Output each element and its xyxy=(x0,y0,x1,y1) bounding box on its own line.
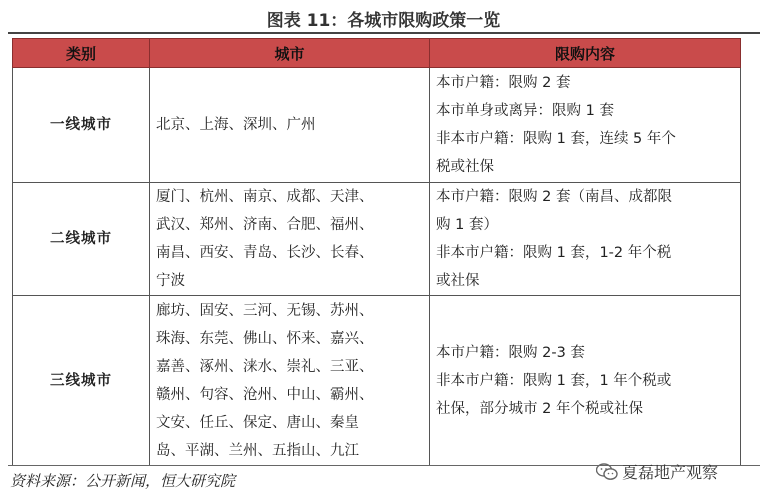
city-line: 岛、平湖、兰州、五指山、九江 xyxy=(156,442,359,459)
header-limit: 限购内容 xyxy=(430,39,741,68)
city-line: 武汉、郑州、济南、合肥、福州、 xyxy=(156,217,374,233)
city-line: 廊坊、固安、三河、无锡、苏州、 xyxy=(156,302,374,319)
header-city: 城市 xyxy=(150,39,430,68)
policy-table xyxy=(12,38,741,466)
city-line: 珠海、东莞、佛山、怀来、嘉兴、 xyxy=(156,330,374,347)
row-category: 一线城市 xyxy=(13,68,150,183)
limit-line: 本市户籍：限购 2 套（南昌、成都限 xyxy=(436,189,672,205)
row-limits xyxy=(430,183,741,296)
city-line: 赣州、句容、沧州、中山、霸州、 xyxy=(156,386,374,403)
limit-line: 非本市户籍：限购 1 套，连续 5 年个 xyxy=(436,131,676,147)
limit-line: 非本市户籍：限购 1 套，1-2 年个税 xyxy=(436,245,672,261)
limit-line: 税或社保 xyxy=(436,159,494,175)
limit-line: 社保，部分城市 2 年个税或社保 xyxy=(436,400,643,417)
city-line: 北京、上海、深圳、广州 xyxy=(156,117,316,133)
city-line: 嘉善、涿州、涞水、崇礼、三亚、 xyxy=(156,358,374,375)
table-header-row xyxy=(13,39,741,68)
watermark-text: 夏磊地产观察 xyxy=(622,463,719,482)
limit-line: 本市户籍：限购 2 套 xyxy=(436,75,571,91)
city-line: 厦门、杭州、南京、成都、天津、 xyxy=(156,189,374,205)
row-limits xyxy=(430,296,741,466)
row-cities xyxy=(150,68,430,183)
limit-line: 本市单身或离异：限购 1 套 xyxy=(436,103,614,119)
table-row xyxy=(13,183,741,296)
table-row xyxy=(13,296,741,466)
limit-line: 购 1 套） xyxy=(436,217,498,233)
city-line: 文安、任丘、保定、唐山、秦皇 xyxy=(156,414,359,431)
limit-line: 或社保 xyxy=(436,273,480,289)
row-cities xyxy=(150,183,430,296)
figure-title: 图表 11：各城市限购政策一览 xyxy=(266,11,501,31)
row-limits xyxy=(430,68,741,183)
wechat-icon xyxy=(596,463,618,481)
row-category: 三线城市 xyxy=(13,296,150,466)
header-category: 类别 xyxy=(13,39,150,68)
limit-line: 非本市户籍：限购 1 套，1 年个税或 xyxy=(436,372,672,389)
city-line: 南昌、西安、青岛、长沙、长春、 xyxy=(156,245,374,261)
city-line: 宁波 xyxy=(156,273,185,289)
table-row xyxy=(13,68,741,183)
top-rule xyxy=(8,32,760,34)
limit-line: 本市户籍：限购 2-3 套 xyxy=(436,344,585,361)
watermark xyxy=(596,460,718,483)
source-note: 资料来源：公开新闻，恒大研究院 xyxy=(10,472,236,490)
row-category: 二线城市 xyxy=(13,183,150,296)
row-cities xyxy=(150,296,430,466)
